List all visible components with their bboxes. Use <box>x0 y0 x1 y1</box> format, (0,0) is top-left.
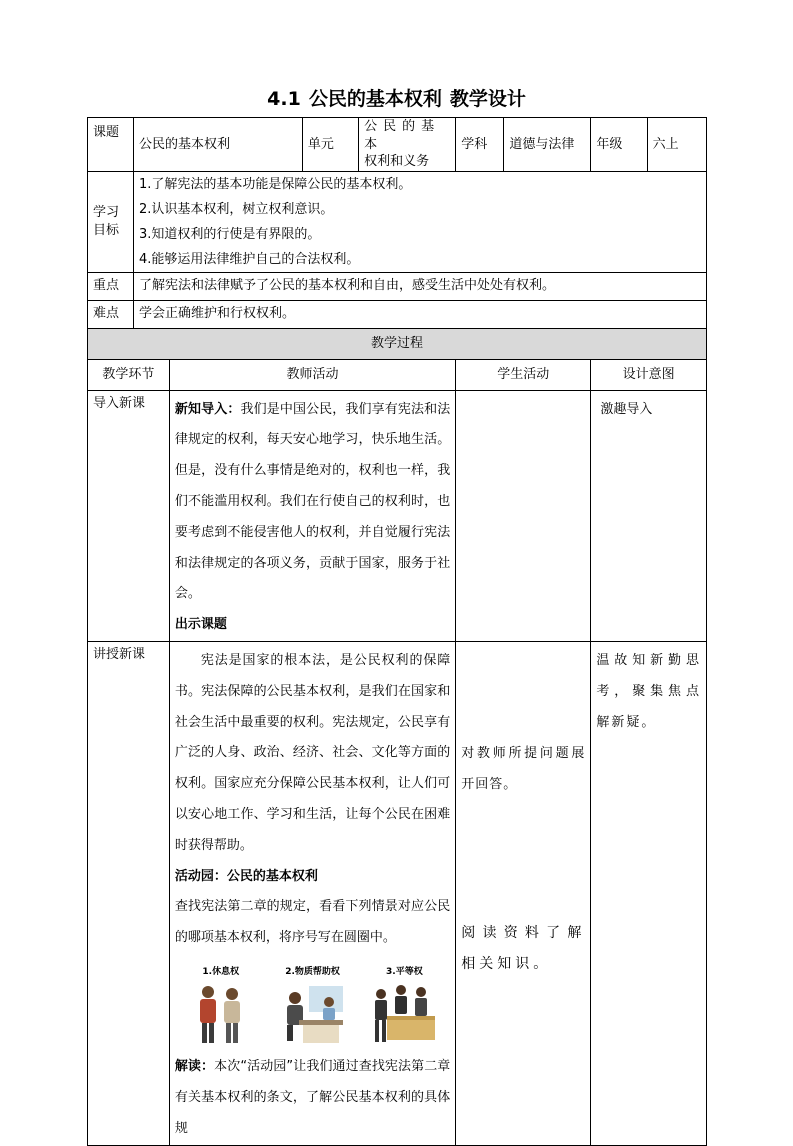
office-help-icon <box>273 980 353 1046</box>
student-cell <box>456 390 591 641</box>
teacher-cell <box>169 390 455 641</box>
topic-label: 课题 <box>88 118 134 172</box>
col-intent: 设计意图 <box>591 359 707 390</box>
student-read: 阅读资料了解相关知识。 <box>461 925 586 972</box>
col-student: 学生活动 <box>456 359 591 390</box>
difficult-label: 难点 <box>88 300 134 328</box>
table-row <box>88 390 707 641</box>
show-title: 出示课题 <box>174 617 227 633</box>
illustration-material-help <box>267 966 359 1046</box>
process-header: 教学过程 <box>88 328 707 359</box>
title-main: 公民的基本权利 <box>308 88 442 110</box>
goal-item: 1.了解宪法的基本功能是保障公民的基本权利。 <box>139 176 412 192</box>
activity-title: 活动园：公民的基本权利 <box>174 868 318 884</box>
illustration-caption: 3.平等权 <box>386 966 423 977</box>
activity-text: 查找宪法第二章的规定，看看下列情景对应公民的哪项基本权利，将序号写在圆圈中。 <box>174 899 451 946</box>
subject-label: 学科 <box>456 118 504 172</box>
key-row <box>88 272 707 300</box>
info-row <box>88 118 707 172</box>
constitution-paragraph: 宪法是国家的根本法，是公民权利的保障书。宪法保障的公民基本权利，是我们在国家和社会生活中最重要的权利。宪法规定，公民享有广泛的人身、政治、经济、社会、文化等方面的权利。国家应充分保障公民基本权利，让人们可以安心地工作、学习和生活，让每个公民在困难时获得帮助。 <box>174 653 451 853</box>
topic-value: 公民的基本权利 <box>134 118 303 172</box>
illustration-caption: 1.休息权 <box>202 966 240 977</box>
goals-list <box>134 171 707 272</box>
col-teacher: 教师活动 <box>169 359 455 390</box>
col-stage: 教学环节 <box>88 359 170 390</box>
teacher-cell <box>169 642 455 1146</box>
people-talking-icon <box>186 980 256 1046</box>
unit-label: 单元 <box>302 118 358 172</box>
student-cell <box>456 642 591 1146</box>
table-row <box>88 642 707 1146</box>
stage-cell: 导入新课 <box>88 390 170 641</box>
grade-value: 六上 <box>647 118 706 172</box>
title-sub: 教学设计 <box>449 88 526 110</box>
stage-cell: 讲授新课 <box>88 642 170 1146</box>
intent-cell: 温故知新勤思考，聚集焦点解新疑。 <box>591 642 707 1146</box>
student-answer: 对教师所提问题展开回答。 <box>461 746 586 792</box>
unit-value-line1: 公民的基本 <box>364 119 441 152</box>
goal-item: 3.知道权利的行使是有界限的。 <box>139 226 321 242</box>
title-number: 4.1 <box>267 88 301 110</box>
intent-cell: 激趣导入 <box>591 390 707 641</box>
document-title <box>0 84 793 111</box>
unit-value-line2: 权利和义务 <box>364 154 430 170</box>
goal-item: 4.能够运用法律维护自己的合法权利。 <box>139 251 360 267</box>
difficult-text: 学会正确维护和行权权利。 <box>134 300 707 328</box>
key-text: 了解宪法和法律赋予了公民的基本权利和自由，感受生活中处处有权利。 <box>134 272 707 300</box>
unit-value <box>359 118 456 172</box>
grade-label: 年级 <box>591 118 647 172</box>
illustration-caption: 2.物质帮助权 <box>285 966 340 977</box>
goals-row <box>88 171 707 272</box>
lesson-plan-table <box>87 117 707 1146</box>
goal-item: 2.认识基本权利，树立权利意识。 <box>139 201 334 217</box>
group-table-icon <box>367 980 441 1046</box>
intro-paragraph: 新知导入：我们是中国公民，我们享有宪法和法律规定的权利，每天安心地学习，快乐地生活。但是，没有什么事情是绝对的，权利也一样，我们不能滥用权利。我们在行使自己的权利时，也要考虑到不能侵害他人的权利，并自觉履行宪法和法律规定的各项义务，贡献于国家，服务于社会。 <box>174 401 451 602</box>
explain-paragraph: 解读：本次“活动园”让我们通过查找宪法第二章有关基本权利的条文，了解公民基本权利的具体规 <box>174 1059 451 1136</box>
difficult-row <box>88 300 707 328</box>
goals-label: 学习 目标 <box>88 171 134 272</box>
rights-illustrations <box>175 954 450 1052</box>
illustration-rest <box>175 966 267 1046</box>
illustration-equality <box>358 966 450 1046</box>
subject-value: 道德与法律 <box>504 118 591 172</box>
column-header-row <box>88 359 707 390</box>
key-label: 重点 <box>88 272 134 300</box>
process-header-row <box>88 328 707 359</box>
